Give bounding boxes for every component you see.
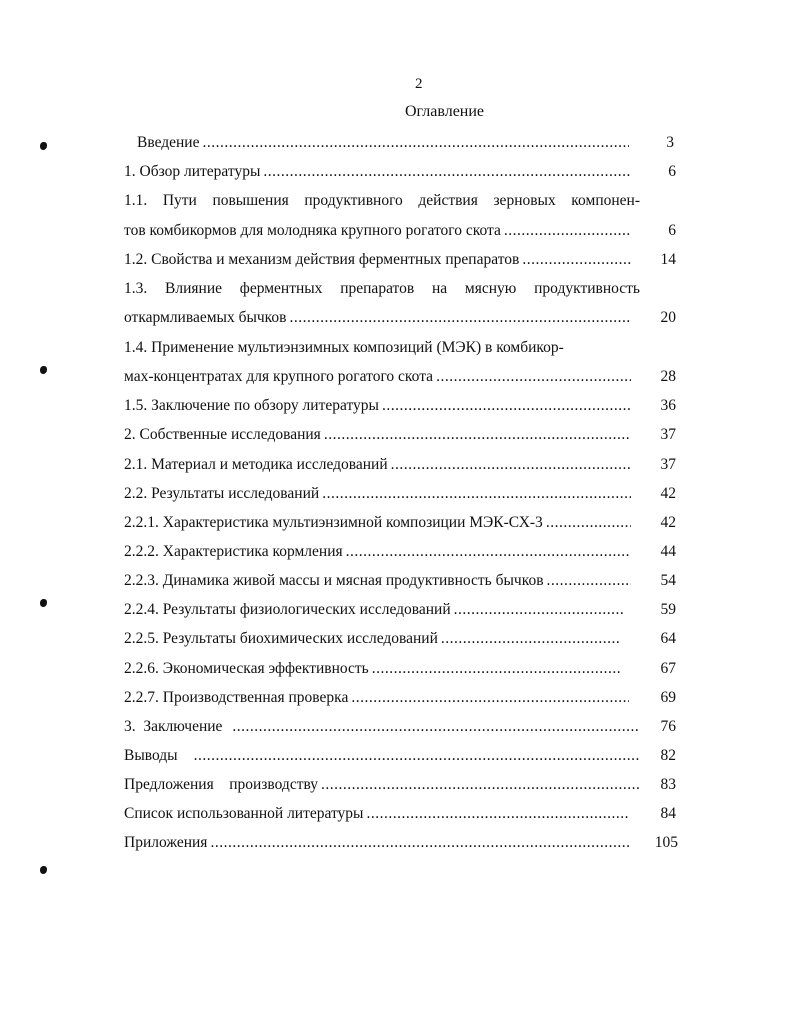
toc-leader bbox=[322, 485, 631, 503]
toc-entry[interactable] bbox=[124, 805, 676, 834]
toc-entry[interactable] bbox=[124, 485, 676, 514]
margin-mark bbox=[40, 366, 47, 374]
toc-leader bbox=[546, 514, 631, 532]
toc-leader bbox=[522, 251, 631, 269]
toc-entry-label: тов комбикормов для молодняка крупного рогатого скота bbox=[124, 222, 501, 239]
toc-entry[interactable] bbox=[124, 747, 676, 776]
toc-entry-page: 83 bbox=[660, 776, 676, 793]
toc-entry-label: 2.2. Результаты исследований bbox=[124, 485, 320, 502]
toc-entry[interactable] bbox=[124, 572, 676, 601]
toc-entry-page: 3 bbox=[666, 134, 674, 151]
toc-entry-page: 36 bbox=[660, 397, 676, 414]
toc-entry-label: 2.2.5. Результаты биохимических исследований bbox=[124, 630, 438, 647]
toc-entry[interactable] bbox=[124, 222, 676, 251]
toc-leader bbox=[391, 456, 631, 474]
toc-leader bbox=[194, 747, 639, 765]
toc-entry-label: 1.2. Свойства и механизм действия ферментных препаратов bbox=[124, 251, 520, 268]
toc-entry[interactable] bbox=[124, 630, 676, 659]
toc-leader bbox=[547, 572, 631, 590]
toc-entry-label: 1. Обзор литературы bbox=[124, 163, 261, 180]
toc-entry[interactable] bbox=[124, 776, 676, 805]
toc-entry[interactable] bbox=[124, 514, 676, 543]
toc-entry-page: 54 bbox=[660, 572, 676, 589]
toc-entry-label: Введение bbox=[137, 134, 200, 151]
toc-entry-page: 42 bbox=[660, 514, 676, 531]
toc-entry[interactable] bbox=[124, 689, 676, 718]
toc-leader bbox=[210, 834, 630, 852]
toc-leader bbox=[382, 397, 631, 415]
toc-entry[interactable] bbox=[124, 397, 676, 426]
toc-entry-page: 42 bbox=[660, 485, 676, 502]
toc-entry[interactable] bbox=[124, 456, 676, 485]
toc-entry-page: 6 bbox=[668, 163, 676, 180]
toc-leader bbox=[366, 805, 630, 823]
toc-entry-page: 37 bbox=[660, 456, 676, 473]
toc-entry-label: 1.5. Заключение по обзору литературы bbox=[124, 397, 379, 414]
toc-leader bbox=[351, 689, 629, 707]
toc-entry-label-line1: 1.3. Влияние ферментных препаратов на мясную продуктивность bbox=[124, 280, 640, 297]
toc-entry[interactable] bbox=[124, 543, 676, 572]
toc-entry-label-line1: 1.4. Применение мультиэнзимных композиций (МЭК) в комбикор- bbox=[124, 339, 564, 356]
toc-entry-label-line1: 1.1. Пути повышения продуктивного действия зерновых компонен- bbox=[124, 192, 640, 209]
toc-leader bbox=[346, 543, 631, 561]
margin-mark bbox=[40, 142, 47, 150]
toc-leader bbox=[321, 776, 639, 794]
toc-entry-page: 67 bbox=[660, 660, 676, 677]
toc-entry[interactable] bbox=[124, 718, 676, 747]
toc-entry[interactable] bbox=[124, 368, 676, 397]
toc-leader bbox=[324, 426, 631, 444]
toc-entry[interactable] bbox=[124, 309, 676, 338]
toc-entry-label: 2.2.1. Характеристика мультиэнзимной композиции МЭК-СХ-3 bbox=[124, 514, 543, 531]
toc-entry-label: 2. Собственные исследования bbox=[124, 426, 321, 443]
toc-entry-label: Список использованной литературы bbox=[124, 805, 364, 822]
toc-entry-page: 84 bbox=[660, 805, 676, 822]
toc-entry[interactable] bbox=[124, 251, 676, 280]
toc-leader bbox=[232, 718, 639, 736]
toc-entry-page: 82 bbox=[660, 747, 676, 764]
toc-entry-page: 6 bbox=[668, 222, 676, 239]
toc-entry-label: откармливаемых бычков bbox=[124, 309, 287, 326]
toc-entry-label: Приложения bbox=[124, 834, 208, 851]
toc-entry-page: 37 bbox=[660, 426, 676, 443]
toc-entry-page: 59 bbox=[660, 601, 676, 618]
toc-leader bbox=[504, 222, 631, 240]
toc-entry[interactable] bbox=[124, 660, 676, 689]
toc-entry[interactable] bbox=[137, 134, 674, 163]
toc-leader bbox=[289, 309, 631, 327]
toc-entry-label: 2.2.4. Результаты физиологических исследований bbox=[124, 601, 451, 618]
toc-entry-page: 44 bbox=[660, 543, 676, 560]
toc-entry-label: 3. Заключение bbox=[124, 718, 223, 735]
toc-leader bbox=[441, 630, 621, 648]
toc-entry-page: 20 bbox=[660, 309, 676, 326]
toc-entry-label: Предложения производству bbox=[124, 776, 319, 793]
toc-entry-page: 64 bbox=[660, 630, 676, 647]
toc-entry-label: мах-концентратах для крупного рогатого скота bbox=[124, 368, 434, 385]
page-number: 2 bbox=[415, 76, 423, 92]
margin-mark bbox=[40, 866, 47, 874]
toc-entry[interactable] bbox=[124, 834, 678, 863]
toc-title: Оглавление bbox=[404, 103, 485, 120]
toc-leader bbox=[202, 134, 629, 152]
margin-mark bbox=[40, 599, 47, 607]
toc-entry[interactable] bbox=[124, 426, 676, 455]
toc-leader bbox=[372, 660, 621, 678]
toc-entry-label: 2.2.6. Экономическая эффективность bbox=[124, 660, 369, 677]
toc-entry-page: 105 bbox=[654, 834, 678, 851]
toc-entry-page: 14 bbox=[660, 251, 676, 268]
toc-leader bbox=[263, 163, 631, 181]
toc-leader bbox=[436, 368, 631, 386]
toc-entry[interactable] bbox=[124, 163, 676, 192]
toc-entry-page: 28 bbox=[660, 368, 676, 385]
toc-entry-label: 2.2.3. Динамика живой массы и мясная продуктивность бычков bbox=[124, 572, 544, 589]
toc-entry-label: 2.2.7. Производственная проверка bbox=[124, 689, 349, 706]
toc-entry-label: 2.2.2. Характеристика кормления bbox=[124, 543, 343, 560]
toc-entry-label: Выводы bbox=[124, 747, 178, 764]
toc-leader bbox=[454, 601, 624, 619]
toc-entry-page: 69 bbox=[660, 689, 676, 706]
toc-entry-label: 2.1. Материал и методика исследований bbox=[124, 456, 388, 473]
toc-entry[interactable] bbox=[124, 601, 676, 630]
toc-entry-page: 76 bbox=[660, 718, 676, 735]
